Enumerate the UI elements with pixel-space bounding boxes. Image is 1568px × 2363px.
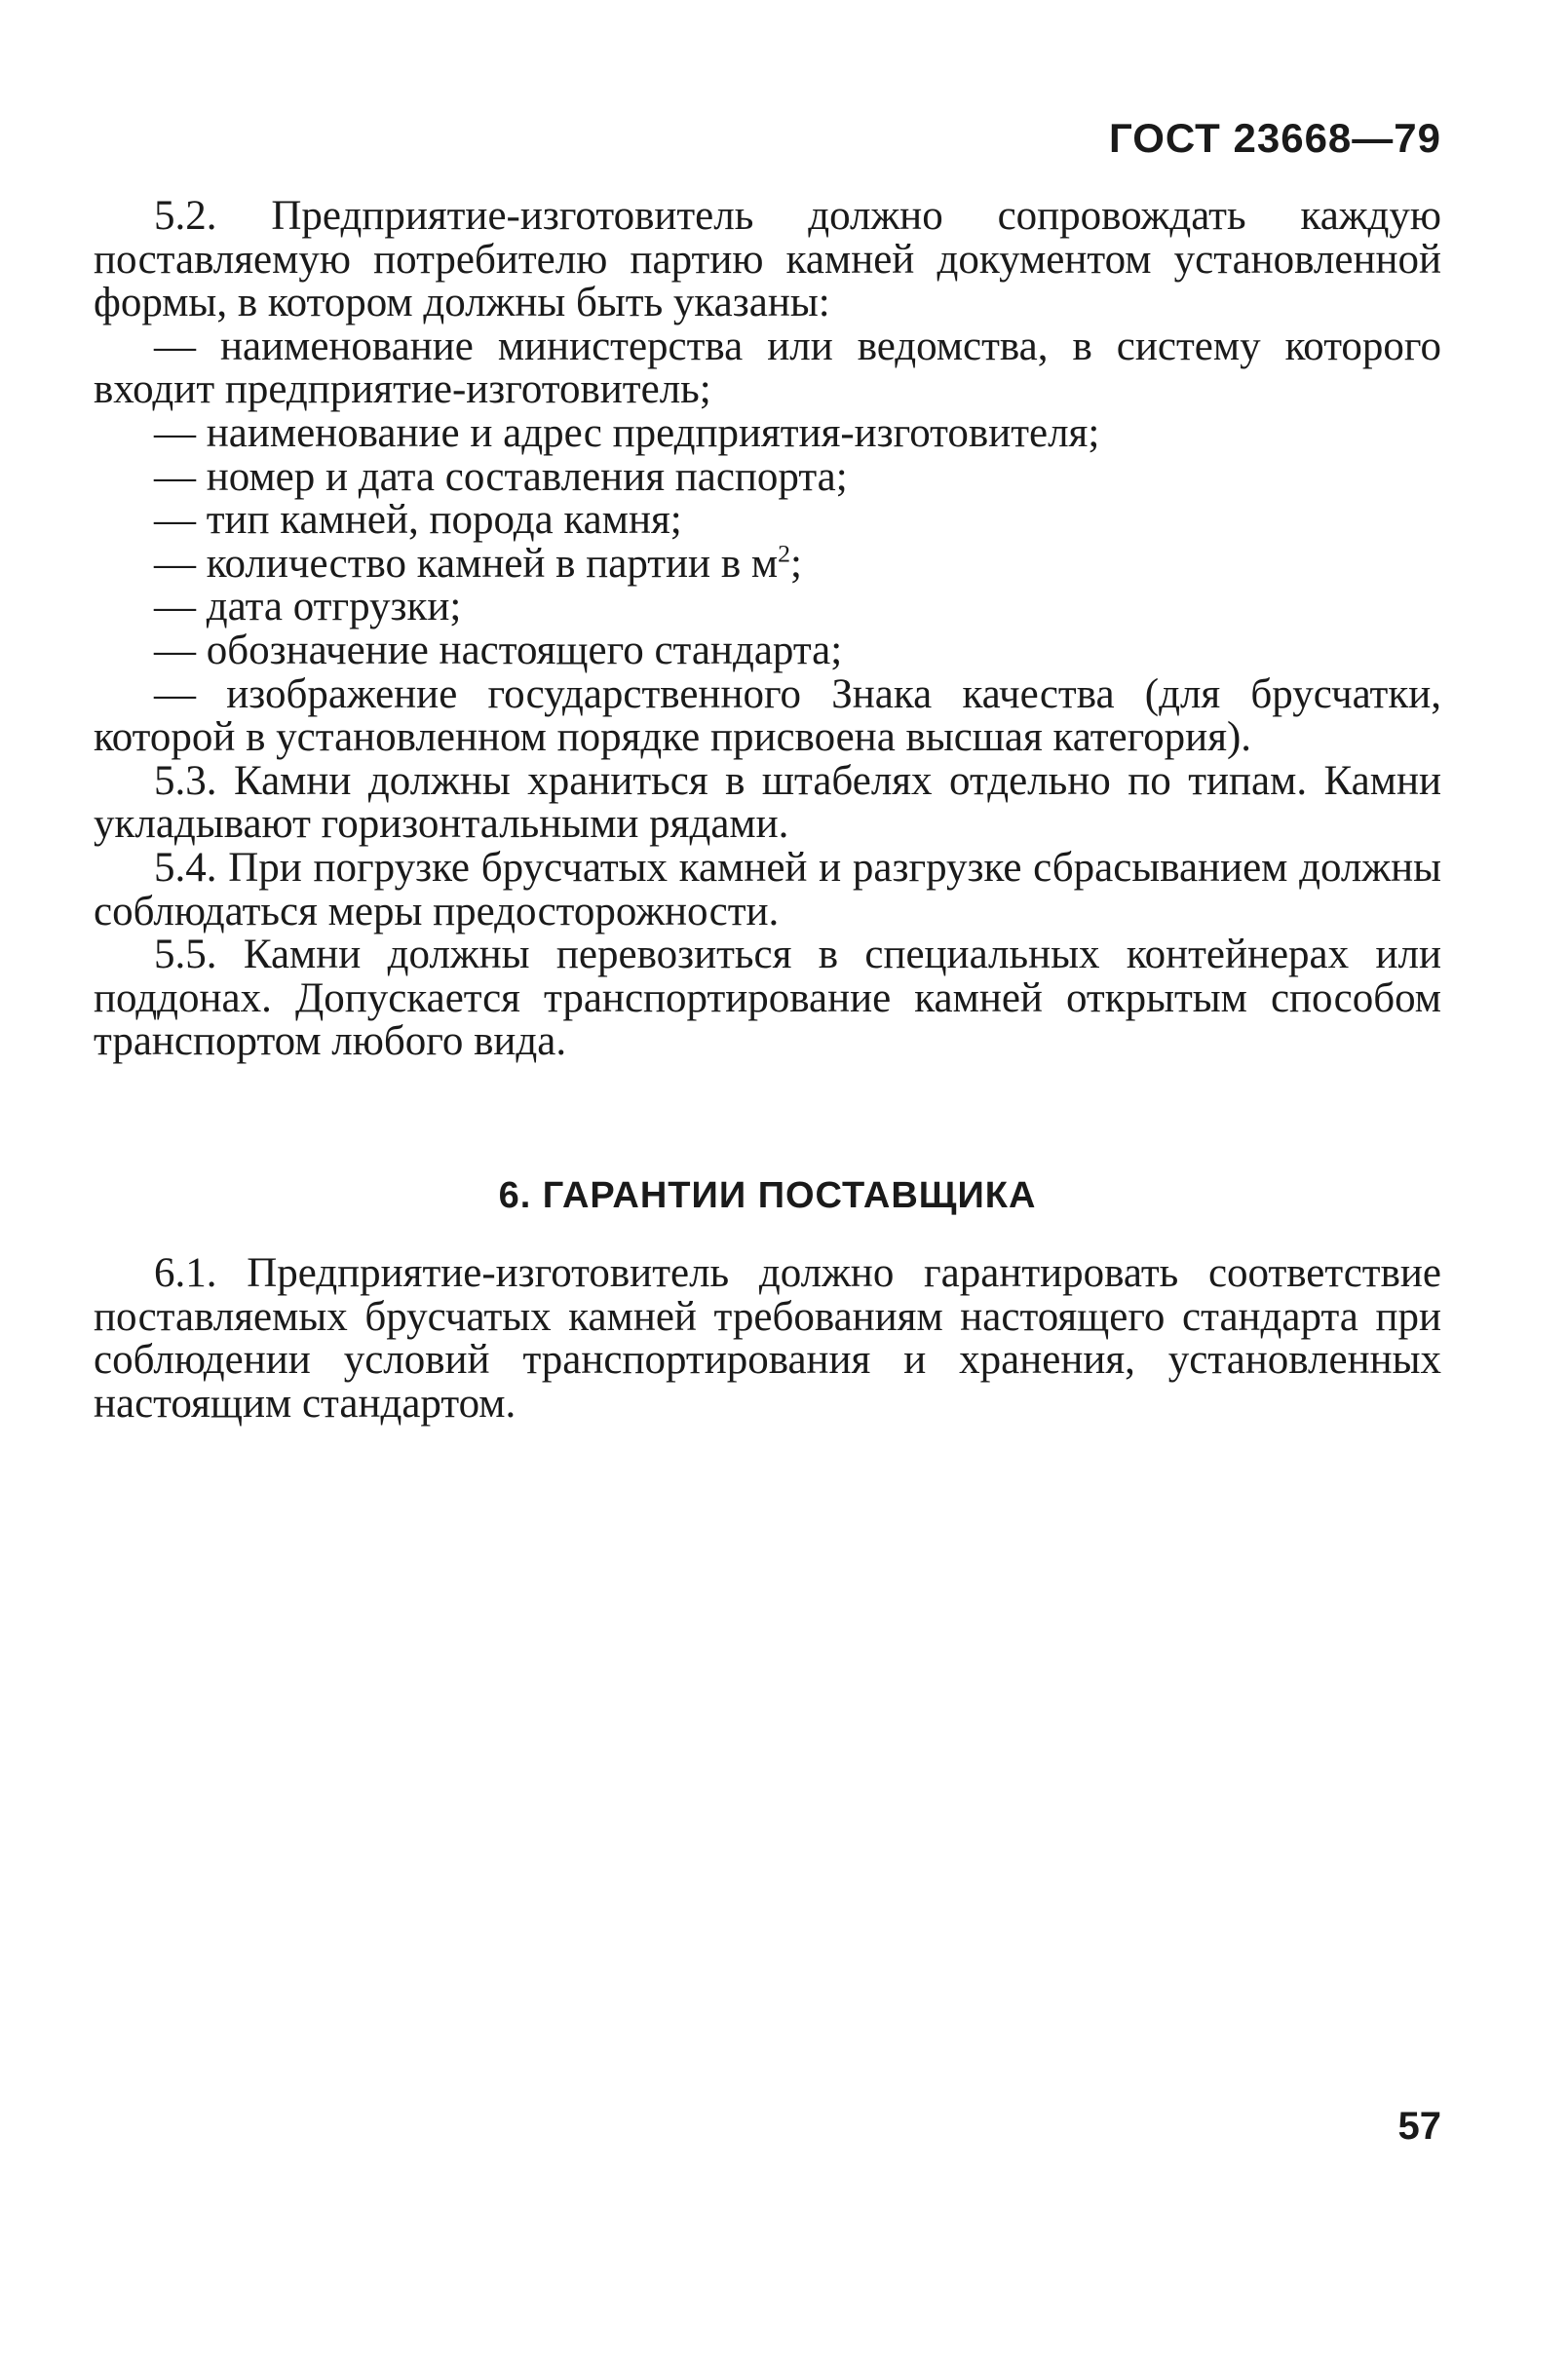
superscript: 2 bbox=[778, 539, 790, 568]
section-6-text bbox=[94, 1252, 1441, 1426]
section-6-heading: 6. ГАРАНТИИ ПОСТАВЩИКА bbox=[498, 1175, 1037, 1216]
list-item: — обозначение настоящего стандарта; bbox=[154, 627, 843, 673]
list-item: — наименование министерства или ведомства, в систему которого входит предприятие-изготовитель; bbox=[94, 323, 1441, 413]
list-item: — наименование и адрес предприятия-изготовителя; bbox=[154, 409, 1100, 456]
standard-code: ГОСТ 23668—79 bbox=[1108, 115, 1441, 161]
section-5-text bbox=[94, 195, 1441, 1064]
paragraph-5-4: 5.4. При погрузке брусчатых камней и разгрузке сбрасыванием должны соблюдаться меры предосторожности. bbox=[94, 844, 1441, 934]
list-item: — тип камней, порода камня; bbox=[154, 497, 682, 544]
page-number: 57 bbox=[1397, 2105, 1441, 2148]
paragraph-5-5: 5.5. Камни должны перевозиться в специальных контейнерах или поддонах. Допускается транспортирование камней открытым способом транспортом любого вида. bbox=[94, 932, 1441, 1065]
list-item-text: — количество камней в партии в м bbox=[154, 540, 779, 587]
list-item: — дата отгрузки; bbox=[154, 584, 462, 630]
paragraph-6-1: 6.1. Предприятие-изготовитель должно гарантировать соответствие поставляемых брусчатых камней требованиям настоящего стандарта при соблюдении условий транспортирования и хранения, установленных настоящим стандартом. bbox=[94, 1250, 1441, 1427]
list-item: — номер и дата составления паспорта; bbox=[154, 453, 848, 500]
list-item-tail: ; bbox=[790, 540, 802, 587]
paragraph-5-3: 5.3. Камни должны храниться в штабелях отдельно по типам. Камни укладывают горизонтальными рядами. bbox=[94, 757, 1441, 848]
list-item-quantity bbox=[94, 539, 1441, 587]
paragraph-5-2: 5.2. Предприятие-изготовитель должно сопровождать каждую поставляемую потребителю партию камней документом установленной формы, в котором должны быть указаны: bbox=[94, 193, 1441, 326]
list-item: — изображение государственного Знака качества (для брусчатки, которой в установленном порядке присвоена высшая категория). bbox=[94, 670, 1441, 761]
